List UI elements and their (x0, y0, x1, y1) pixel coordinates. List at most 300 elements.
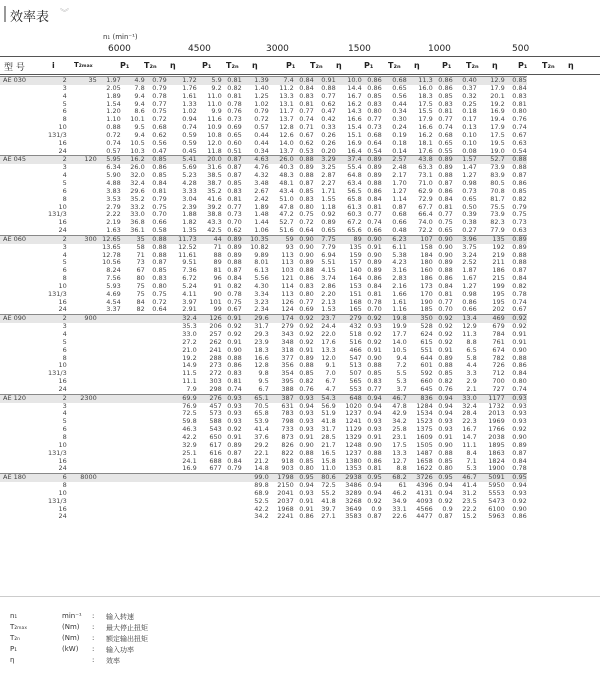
value-cell: 180 (420, 259, 433, 267)
value-cell: 35 (121, 235, 145, 243)
table-row (0, 418, 527, 426)
value-cell: 0.93 (505, 394, 527, 402)
legend-colon: : (92, 645, 95, 653)
value-cell: 0.82 (227, 282, 242, 290)
value-cell: 11.0 (321, 465, 336, 473)
value-cell: 0.88 (299, 362, 314, 370)
value-cell: 113 (281, 251, 294, 259)
value-cell: 10.9 (207, 124, 222, 132)
table-row (0, 235, 527, 243)
ratio-cell: 131/3 (48, 449, 67, 457)
ratio-cell: 8 (62, 433, 67, 441)
value-cell: 0.90 (512, 433, 527, 441)
value-cell: 89.8 (254, 482, 269, 490)
model-cell: AE 045 (0, 156, 48, 164)
value-cell: 0.77 (299, 108, 314, 116)
value-cell: 2.91 (182, 306, 197, 314)
value-cell (197, 490, 222, 498)
value-cell: 4.76 (254, 164, 269, 172)
value-cell: 0.91 (438, 433, 453, 441)
value-cell: 4396 (416, 482, 433, 490)
efficiency-table (0, 76, 527, 521)
value-cell: 41.4 (462, 482, 477, 490)
ratio-cell: 24 (58, 227, 67, 235)
value-cell: 34.2 (392, 418, 407, 426)
value-cell: 601 (420, 362, 433, 370)
value-cell: 0.88 (299, 449, 314, 457)
value-cell: 1375 (416, 426, 433, 434)
value-cell: 173 (420, 282, 433, 290)
value-cell: 0.32 (462, 92, 477, 100)
value-cell: 6.94 (321, 251, 336, 259)
value-cell (121, 482, 145, 490)
value-cell: 0.86 (438, 275, 453, 283)
value-cell: 0.84 (438, 195, 453, 203)
value-cell: 0.88 (505, 156, 527, 164)
value-cell: 5091 (477, 474, 505, 482)
table-row (0, 426, 527, 434)
value-cell: 0.81 (227, 195, 242, 203)
value-cell: 0.87 (512, 172, 527, 180)
value-cell: 0.85 (152, 172, 167, 180)
value-cell: 0.84 (152, 179, 167, 187)
value-cell: 35.2 (207, 187, 222, 195)
value-cell: 0.81 (227, 378, 242, 386)
value-cell: 0.92 (505, 315, 527, 323)
model-cell (0, 442, 48, 450)
value-cell: 12.65 (97, 235, 121, 243)
value-cell: 4.32 (254, 172, 269, 180)
value-cell: 0.83 (152, 275, 167, 283)
value-cell: 3.25 (321, 164, 336, 172)
value-cell: 1895 (488, 441, 505, 449)
value-cell: 8.6 (134, 108, 145, 116)
value-cell: 0.65 (321, 227, 336, 235)
value-cell: 9.9 (211, 108, 222, 116)
value-cell: 11.7 (279, 108, 294, 116)
value-cell: 47.8 (279, 203, 294, 211)
legend-desc: 最大停止扭矩 (106, 624, 148, 632)
value-cell: 68.9 (254, 489, 269, 497)
value-cell: 1.27 (462, 172, 477, 180)
value-cell (145, 482, 167, 490)
value-cell: 211 (492, 259, 505, 267)
t2n-col-header: T₂ₙ (226, 61, 239, 70)
value-cell: 73.9 (490, 211, 505, 219)
value-cell: 192 (492, 243, 505, 251)
value-cell: 0.85 (299, 370, 314, 378)
value-cell: 75 (136, 282, 145, 290)
value-cell: 121 (281, 275, 294, 283)
value-cell: 19.9 (392, 323, 407, 331)
value-cell (97, 513, 121, 521)
value-cell (145, 339, 167, 347)
value-cell: 107 (407, 235, 433, 243)
value-cell (197, 513, 222, 521)
value-cell: 0.91 (314, 77, 336, 85)
p1-col-header: P₁ (120, 61, 130, 70)
table-row (0, 116, 527, 124)
table-row (0, 306, 527, 314)
value-cell: 15.8 (321, 457, 336, 465)
model-cell (0, 85, 48, 93)
value-cell: 13.4 (453, 315, 477, 323)
t2max-cell (67, 490, 97, 498)
value-cell: 0.87 (367, 513, 382, 521)
value-cell: 72.2 (418, 227, 433, 235)
value-cell: 1.57 (453, 156, 477, 164)
value-cell: 0.93 (512, 410, 527, 418)
value-cell (145, 378, 167, 386)
value-cell: 0.94 (367, 402, 382, 410)
value-cell: 0.74 (182, 124, 197, 132)
value-cell: 25.1 (182, 449, 197, 457)
value-cell: 71 (213, 243, 222, 251)
value-cell: 3.96 (453, 235, 477, 243)
value-cell: 553 (349, 385, 362, 393)
value-cell: 21.2 (254, 457, 269, 465)
value-cell: 0.87 (438, 179, 453, 187)
model-cell (0, 482, 48, 490)
value-cell (97, 506, 121, 514)
value-cell: 0.74 (512, 124, 527, 132)
legend-colon: : (92, 656, 95, 664)
value-cell: 0.66 (152, 219, 167, 227)
value-cell: 0.77 (367, 211, 382, 219)
model-cell (0, 116, 48, 124)
value-cell: 14.3 (347, 108, 362, 116)
value-cell: 72.9 (418, 195, 433, 203)
value-cell: 0.94 (438, 410, 453, 418)
value-cell: 0.93 (227, 418, 242, 426)
value-cell: 0.64 (152, 306, 167, 314)
value-cell: 0.77 (227, 203, 242, 211)
value-cell: 1241 (345, 418, 362, 426)
value-cell: 64.8 (347, 172, 362, 180)
value-cell: 0.44 (392, 100, 407, 108)
value-cell: 9.8 (258, 370, 269, 378)
value-cell (222, 490, 242, 498)
value-cell: 3.37 (106, 306, 121, 314)
value-cell: 0.75 (152, 203, 167, 211)
model-cell (0, 490, 48, 498)
value-cell: 1534 (416, 410, 433, 418)
table-row (0, 156, 527, 164)
value-cell (121, 426, 145, 434)
value-cell: 63.3 (418, 164, 433, 172)
value-cell: 4.30 (254, 282, 269, 290)
value-cell: 6.72 (182, 275, 197, 283)
value-cell: 164 (349, 275, 362, 283)
value-cell: 9.4 (134, 131, 145, 139)
ratio-cell: 10 (58, 282, 67, 290)
model-cell (0, 450, 48, 458)
value-cell: 16.9 (490, 108, 505, 116)
value-cell: 0.92 (227, 323, 242, 331)
value-cell (97, 490, 121, 498)
value-cell: 0.48 (392, 227, 407, 235)
value-cell: 0.18 (392, 139, 407, 147)
value-cell: 1.72 (167, 77, 197, 85)
value-cell: 1.70 (392, 179, 407, 187)
value-cell: 28.4 (462, 410, 477, 418)
value-cell: 5.24 (182, 282, 197, 290)
eta-col-header: η (252, 61, 258, 70)
value-cell: 0.93 (367, 418, 382, 426)
value-cell: 513 (349, 362, 362, 370)
value-cell (222, 513, 242, 521)
value-cell: 543 (209, 426, 222, 434)
value-cell: 0.90 (367, 354, 382, 362)
value-cell: 0.70 (227, 219, 242, 227)
value-cell (97, 362, 121, 370)
value-cell: 0.94 (362, 394, 382, 402)
table-row (0, 482, 527, 490)
value-cell: 51.6 (279, 227, 294, 235)
value-cell: 0.84 (512, 275, 527, 283)
value-cell (145, 323, 167, 331)
t2max-cell (67, 196, 97, 204)
t2max-cell (67, 465, 97, 473)
t2max-cell (67, 291, 97, 299)
value-cell: 0.79 (152, 195, 167, 203)
value-cell: 19.0 (490, 147, 505, 155)
ratio-cell: 24 (58, 465, 67, 473)
value-cell: 17.9 (490, 84, 505, 92)
title-marker (4, 6, 6, 22)
value-cell: 12.8 (254, 362, 269, 370)
value-cell: 29.6 (130, 187, 145, 195)
t2max-cell: 300 (67, 235, 97, 243)
value-cell (145, 490, 167, 498)
value-cell: 1969 (488, 418, 505, 426)
value-cell: 33.2 (130, 203, 145, 211)
value-cell: 0.74 (367, 219, 382, 227)
value-cell (145, 347, 167, 355)
value-cell: 0.86 (367, 187, 382, 195)
value-cell: 0.77 (367, 116, 382, 124)
value-cell: 5.93 (106, 282, 121, 290)
value-cell: 3649 (345, 505, 362, 513)
value-cell: 0.92 (227, 426, 242, 434)
value-cell: 0.82 (227, 84, 242, 92)
value-cell: 0.98 (462, 179, 477, 187)
value-cell: 0.87 (392, 203, 407, 211)
value-cell: 0.63 (512, 227, 527, 235)
value-cell: 0.80 (512, 378, 527, 386)
value-cell: 4131 (416, 489, 433, 497)
value-cell (97, 370, 121, 378)
value-cell: 0.45 (182, 147, 197, 155)
ratio-cell: 10 (58, 489, 67, 497)
value-cell: 26.0 (269, 156, 294, 164)
value-cell: 1.02 (254, 100, 269, 108)
model-cell (0, 259, 48, 267)
value-cell: 1968 (277, 505, 294, 513)
ratio-cell: 16 (58, 505, 67, 513)
ratio-cell: 8 (62, 195, 67, 203)
t2max-cell (67, 450, 97, 458)
model-cell (0, 299, 48, 307)
value-cell: 32.4 (462, 402, 477, 410)
value-cell: 0.80 (367, 108, 382, 116)
value-cell: 8.01 (254, 259, 269, 267)
value-cell: 5.5 (396, 370, 407, 378)
value-cell: 2037 (277, 497, 294, 505)
value-cell: 33.0 (182, 331, 197, 338)
ratio-cell: 6 (62, 426, 67, 434)
value-cell: 0.92 (438, 331, 453, 338)
value-cell: 59.8 (182, 418, 197, 426)
value-cell: 4.69 (106, 290, 121, 298)
value-cell: 0.91 (227, 433, 242, 441)
value-cell: 2.1 (466, 385, 477, 393)
value-cell: 0.89 (321, 219, 336, 227)
value-cell: 6.23 (382, 235, 407, 243)
value-cell: 0.37 (462, 84, 477, 92)
ratio-cell: 16 (58, 457, 67, 465)
value-cell: 1824 (488, 457, 505, 465)
value-cell: 24.1 (182, 457, 197, 465)
value-cell: 10.35 (242, 235, 269, 243)
value-cell: 0.54 (367, 147, 382, 155)
value-cell: 4.63 (242, 156, 269, 164)
value-cell: 0.86 (227, 362, 242, 370)
value-cell: 0.88 (438, 362, 453, 370)
value-cell: 1.87 (462, 267, 477, 275)
table-row (0, 108, 527, 116)
value-cell: 70.8 (490, 187, 505, 195)
value-cell: 46.3 (182, 426, 197, 434)
value-cell: 2.13 (321, 298, 336, 306)
t2max-cell (67, 244, 97, 252)
ratio-cell: 4 (62, 251, 67, 259)
model-cell: AE 180 (0, 474, 48, 482)
value-cell: 28.5 (321, 433, 336, 441)
value-cell: 14.8 (254, 465, 269, 473)
value-cell: 1.44 (254, 219, 269, 227)
value-cell: 11.1 (462, 441, 477, 449)
value-cell (167, 474, 197, 482)
ratio-cell: 16 (58, 298, 67, 306)
table-row (0, 513, 527, 521)
value-cell: 160 (420, 267, 433, 275)
value-cell: 7.75 (314, 235, 336, 243)
value-cell: 12.9 (462, 323, 477, 331)
value-cell: 1.18 (321, 203, 336, 211)
value-cell: 32.0 (130, 172, 145, 180)
value-cell: 38.7 (207, 179, 222, 187)
value-cell: 3.7 (396, 385, 407, 393)
value-cell: 19.2 (490, 100, 505, 108)
value-cell: 73 (136, 259, 145, 267)
value-cell: 0.85 (367, 92, 382, 100)
value-cell: 0.13 (462, 124, 477, 132)
ratio-cell: 2 (48, 315, 67, 323)
value-cell: 44 (197, 235, 222, 243)
speed-header-1500: 1500 (348, 44, 371, 54)
value-cell: 9.89 (254, 251, 269, 259)
value-cell (121, 410, 145, 418)
value-cell: 3486 (345, 482, 362, 490)
value-cell: 89 (336, 235, 362, 243)
value-cell: 0.88 (438, 449, 453, 457)
value-cell: 51.0 (279, 195, 294, 203)
value-cell: 1.40 (254, 84, 269, 92)
value-cell: 0.95 (362, 474, 382, 482)
table-row (0, 378, 527, 386)
value-cell: 9.4 (134, 100, 145, 108)
value-cell: 0.89 (299, 259, 314, 267)
table-row (0, 442, 527, 450)
value-cell: 272 (209, 370, 222, 378)
value-cell: 0.88 (227, 259, 242, 267)
legend-desc: 效率 (106, 657, 120, 665)
t2max-cell (67, 267, 97, 275)
value-cell: 11.0 (207, 100, 222, 108)
value-cell: 69.9 (167, 394, 197, 402)
value-cell: 52.7 (279, 219, 294, 227)
value-cell: 1.47 (462, 164, 477, 172)
value-cell: 0.80 (299, 290, 314, 298)
value-cell: 0.72 (152, 116, 167, 124)
table-row (0, 465, 527, 473)
value-cell: 0.73 (227, 211, 242, 219)
value-cell: 19.5 (490, 139, 505, 147)
value-cell: 5.3 (466, 465, 477, 473)
value-cell: 3.83 (106, 187, 121, 195)
value-cell: 782 (492, 354, 505, 362)
value-cell: 0.77 (438, 211, 453, 219)
legend-unit: min⁻¹ (62, 612, 82, 620)
value-cell: 22.1 (254, 449, 269, 457)
value-cell: 61.3 (347, 203, 362, 211)
value-cell: 0.64 (367, 139, 382, 147)
value-cell: 1.89 (254, 203, 269, 211)
value-cell: 0.84 (438, 282, 453, 290)
value-cell: 2.42 (254, 195, 269, 203)
value-cell: 82 (136, 306, 145, 314)
value-cell: 0.86 (512, 362, 527, 370)
value-cell: 2038 (488, 433, 505, 441)
table-row (0, 85, 527, 93)
value-cell: 10.3 (130, 147, 145, 155)
value-cell: 21.0 (182, 346, 197, 354)
value-cell: 2.9 (466, 378, 477, 386)
model-cell (0, 252, 48, 260)
value-cell: 0.90 (367, 251, 382, 259)
value-cell: 184 (420, 251, 433, 259)
value-cell: 0.90 (362, 235, 382, 243)
value-cell: 0.88 (152, 251, 167, 259)
p1-col-header: P₁ (202, 61, 212, 70)
value-cell: 1.54 (106, 100, 121, 108)
value-cell: 0.65 (438, 139, 453, 147)
value-cell: 151 (349, 290, 362, 298)
value-cell: 168 (349, 298, 362, 306)
model-cell (0, 370, 48, 378)
ratio-cell: 3 (62, 402, 67, 410)
value-cell: 12.8 (279, 124, 294, 132)
value-cell: 0.82 (512, 195, 527, 203)
value-cell: 0.92 (433, 315, 453, 323)
model-cell (0, 93, 48, 101)
value-cell (197, 506, 222, 514)
value-cell: 1.20 (106, 108, 121, 116)
table-row (0, 339, 527, 347)
ratio-cell: 3 (62, 323, 67, 331)
t2max-cell (67, 252, 97, 260)
